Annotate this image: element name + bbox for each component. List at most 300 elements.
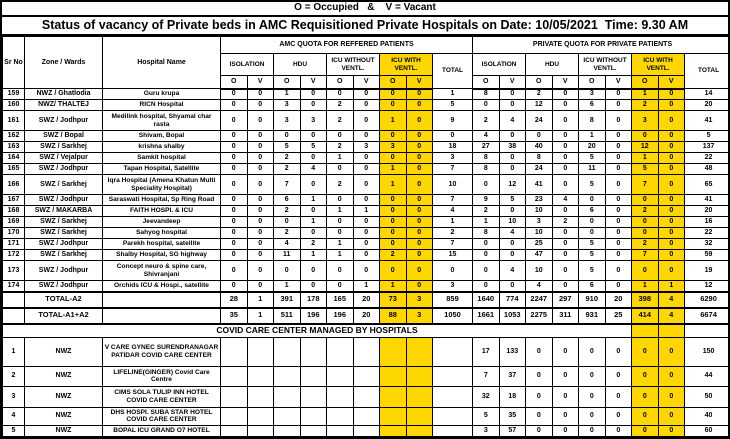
hospital-cell: LIFELINE(GINGER) Covid Care Centre	[103, 366, 221, 386]
sr-cell: 172	[3, 250, 25, 261]
data-cell: 0	[552, 111, 579, 131]
data-cell: 0	[406, 228, 433, 239]
data-cell: 0	[274, 131, 301, 142]
data-cell: 18	[499, 386, 526, 407]
data-cell: 0	[526, 337, 553, 366]
empty-amc-cell	[353, 386, 380, 407]
empty-amc-cell	[300, 425, 327, 436]
data-cell: 0	[658, 407, 685, 425]
data-cell: 4	[658, 292, 685, 308]
hospital-cell: V CARE GYNEC SURENDRANAGAR PATIDAR COVID CARE CENTER	[103, 337, 221, 366]
data-cell: 2	[327, 100, 354, 111]
data-cell: 0	[221, 206, 248, 217]
empty-amc-cell	[327, 407, 354, 425]
data-cell: 0	[552, 261, 579, 281]
data-cell: 0	[605, 206, 632, 217]
data-cell: 0	[658, 239, 685, 250]
data-cell: 0	[605, 100, 632, 111]
data-cell: 0	[658, 89, 685, 100]
data-cell: 0	[605, 131, 632, 142]
data-cell: 7	[632, 250, 659, 261]
empty-amc-cell	[353, 407, 380, 425]
data-cell: 4	[499, 228, 526, 239]
table-body	[3, 89, 730, 437]
data-cell: 931	[579, 308, 606, 324]
col-header-zone: Zone / Wards	[25, 37, 103, 89]
data-cell: 398	[632, 292, 659, 308]
data-cell: 2	[300, 239, 327, 250]
data-cell: 0	[221, 250, 248, 261]
data-cell: 0	[380, 100, 407, 111]
data-cell: 0	[658, 337, 685, 366]
hospital-cell: DHS HOSPI. SUBA STAR HOTEL COVID CARE CENTER	[103, 407, 221, 425]
data-cell: 1	[632, 89, 659, 100]
data-cell: 0	[579, 407, 606, 425]
data-cell: 511	[274, 308, 301, 324]
col-header-amc-total: TOTAL	[433, 54, 473, 89]
data-cell: 0	[353, 100, 380, 111]
data-cell: 1640	[473, 292, 500, 308]
sr-cell: 170	[3, 228, 25, 239]
hospital-cell: krishna shalby	[103, 142, 221, 153]
data-cell: 0	[552, 206, 579, 217]
col-header-pvt-icu-without-ventl: ICU WITHOUT VENTL.	[579, 54, 632, 76]
data-cell: 9	[473, 195, 500, 206]
data-cell: 0	[605, 153, 632, 164]
amc-total-cell: 0	[433, 131, 473, 142]
empty-amc-cell	[300, 366, 327, 386]
table-row	[3, 195, 730, 206]
data-cell: 0	[632, 337, 659, 366]
data-cell: 1	[353, 206, 380, 217]
data-cell: 3	[380, 142, 407, 153]
data-cell: 0	[605, 250, 632, 261]
data-cell: 2	[274, 228, 301, 239]
data-cell: 2	[274, 153, 301, 164]
data-cell: 0	[552, 407, 579, 425]
data-cell: 10	[499, 217, 526, 228]
data-cell: 0	[605, 195, 632, 206]
pvt-total-cell: 16	[685, 217, 730, 228]
data-cell: 3	[300, 111, 327, 131]
amc-total-cell: 9	[433, 111, 473, 131]
data-cell: 1	[380, 281, 407, 292]
pvt-total-cell: 65	[685, 175, 730, 195]
data-cell: 0	[526, 366, 553, 386]
data-cell: 0	[579, 366, 606, 386]
zone-cell: SWZ / Jodhpur	[25, 281, 103, 292]
group-header-row	[3, 37, 730, 54]
data-cell: 0	[221, 175, 248, 195]
sr-cell: 174	[3, 281, 25, 292]
data-cell: 0	[632, 261, 659, 281]
col-header-vacant: V	[353, 76, 380, 89]
table-row	[3, 206, 730, 217]
data-cell: 0	[658, 111, 685, 131]
data-cell: 1	[380, 164, 407, 175]
data-cell: 3	[406, 292, 433, 308]
data-cell: 1	[247, 292, 274, 308]
empty-amc-cell	[353, 425, 380, 436]
pvt-total-cell: 12	[685, 281, 730, 292]
data-cell: 0	[605, 281, 632, 292]
page-title: Status of vacancy of Private beds in AMC Requisitioned Private Hospitals on Date: 10/05/2021 Time: 9.30 AM	[2, 17, 728, 36]
covid-header-filler-cell	[685, 324, 730, 338]
amc-total-cell	[433, 366, 473, 386]
data-cell: 0	[406, 175, 433, 195]
zone-cell: SWZ / Sarkhej	[25, 175, 103, 195]
empty-amc-cell	[300, 386, 327, 407]
data-cell: 0	[247, 206, 274, 217]
pvt-total-cell: 32	[685, 239, 730, 250]
data-cell: 88	[380, 308, 407, 324]
data-cell: 10	[526, 228, 553, 239]
data-cell: 20	[605, 292, 632, 308]
data-cell: 0	[473, 100, 500, 111]
data-cell: 0	[247, 175, 274, 195]
table-row	[3, 239, 730, 250]
data-cell: 0	[605, 164, 632, 175]
data-cell: 0	[579, 228, 606, 239]
data-cell: 0	[221, 164, 248, 175]
data-cell: 4	[499, 111, 526, 131]
data-cell: 73	[380, 292, 407, 308]
data-cell: 0	[221, 195, 248, 206]
table-row	[3, 164, 730, 175]
data-cell: 0	[473, 239, 500, 250]
col-header-vacant: V	[658, 76, 685, 89]
empty-amc-cell	[247, 407, 274, 425]
amc-total-cell: 3	[433, 281, 473, 292]
data-cell: 0	[406, 111, 433, 131]
data-cell: 0	[526, 407, 553, 425]
data-cell: 0	[632, 195, 659, 206]
zone-cell: SWZ / MAKARBA	[25, 206, 103, 217]
total-row	[3, 292, 730, 308]
data-cell: 3	[579, 89, 606, 100]
data-cell: 1	[274, 89, 301, 100]
data-cell: 0	[526, 425, 553, 436]
empty-amc-cell	[300, 337, 327, 366]
data-cell: 1	[380, 175, 407, 195]
empty-amc-cell	[406, 425, 433, 436]
data-cell: 0	[247, 195, 274, 206]
col-header-pvt-total: TOTAL	[685, 54, 730, 89]
data-cell: 0	[658, 100, 685, 111]
col-header-vacant: V	[605, 76, 632, 89]
data-cell: 0	[247, 89, 274, 100]
data-cell: 4	[526, 281, 553, 292]
data-cell: 178	[300, 292, 327, 308]
data-cell: 0	[247, 164, 274, 175]
data-cell: 2	[473, 206, 500, 217]
data-cell: 0	[552, 153, 579, 164]
sr-cell: 162	[3, 131, 25, 142]
empty-amc-cell	[274, 407, 301, 425]
covid-header-filler-cell	[632, 324, 659, 338]
amc-total-cell: 7	[433, 239, 473, 250]
data-cell: 0	[632, 407, 659, 425]
data-cell: 0	[499, 164, 526, 175]
data-cell: 0	[605, 228, 632, 239]
data-cell: 0	[552, 228, 579, 239]
empty-amc-cell	[327, 386, 354, 407]
data-cell: 0	[658, 366, 685, 386]
data-cell: 0	[552, 366, 579, 386]
data-cell: 2	[473, 111, 500, 131]
data-cell: 0	[221, 89, 248, 100]
pvt-total-cell: 59	[685, 250, 730, 261]
data-cell: 0	[552, 100, 579, 111]
col-header-pvt-isolation: ISOLATION	[473, 54, 526, 76]
data-cell: 0	[632, 386, 659, 407]
table-row	[3, 228, 730, 239]
data-cell: 910	[579, 292, 606, 308]
data-cell: 0	[353, 228, 380, 239]
data-cell: 0	[380, 239, 407, 250]
data-cell: 0	[406, 261, 433, 281]
pvt-total-cell: 6290	[685, 292, 730, 308]
covid-header-filler-cell	[658, 324, 685, 338]
amc-total-cell: 4	[433, 206, 473, 217]
empty-amc-cell	[353, 337, 380, 366]
data-cell: 5	[274, 142, 301, 153]
zone-cell: SWZ / Sarkhej	[25, 217, 103, 228]
total-row	[3, 308, 730, 324]
sr-cell: 5	[3, 425, 25, 436]
pvt-total-cell: 14	[685, 89, 730, 100]
data-cell: 40	[526, 142, 553, 153]
data-cell: 0	[605, 239, 632, 250]
data-cell: 0	[658, 164, 685, 175]
data-cell: 0	[579, 195, 606, 206]
pvt-total-cell: 22	[685, 153, 730, 164]
hospital-cell: Saraswati Hospital, Sp Ring Road	[103, 195, 221, 206]
data-cell: 1661	[473, 308, 500, 324]
data-cell: 28	[221, 292, 248, 308]
covid-section-header-row	[3, 324, 730, 338]
data-cell: 0	[247, 142, 274, 153]
data-cell: 0	[353, 261, 380, 281]
data-cell: 24	[526, 111, 553, 131]
data-cell: 0	[605, 366, 632, 386]
sr-cell: 1	[3, 337, 25, 366]
data-cell: 1	[274, 281, 301, 292]
data-cell: 0	[221, 100, 248, 111]
amc-total-cell: 7	[433, 164, 473, 175]
data-cell: 8	[473, 228, 500, 239]
data-cell: 0	[605, 217, 632, 228]
amc-total-cell: 5	[433, 100, 473, 111]
hospital-cell: Concept neuro & spine care, Shivranjani	[103, 261, 221, 281]
zone-cell: SWZ / Jodhpur	[25, 261, 103, 281]
data-cell: 0	[632, 425, 659, 436]
data-cell: 6	[579, 206, 606, 217]
data-cell: 0	[380, 195, 407, 206]
data-cell: 1	[632, 281, 659, 292]
data-cell: 0	[632, 366, 659, 386]
table-row	[3, 175, 730, 195]
data-cell: 2275	[526, 308, 553, 324]
amc-total-cell: 7	[433, 195, 473, 206]
data-cell: 1	[327, 153, 354, 164]
col-header-occupied: O	[274, 76, 301, 89]
amc-total-cell: 0	[433, 261, 473, 281]
data-cell: 6	[274, 195, 301, 206]
data-cell: 5	[579, 175, 606, 195]
sr-cell	[3, 292, 25, 308]
data-cell: 5	[499, 195, 526, 206]
col-header-hospital: Hospital Name	[103, 37, 221, 89]
sr-cell: 169	[3, 217, 25, 228]
col-header-occupied: O	[632, 76, 659, 89]
data-cell: 0	[353, 239, 380, 250]
covid-row	[3, 366, 730, 386]
data-cell: 4	[473, 131, 500, 142]
data-cell: 0	[247, 217, 274, 228]
zone-cell: SWZ / Jodhpur	[25, 239, 103, 250]
empty-amc-cell	[327, 337, 354, 366]
table-row	[3, 261, 730, 281]
data-cell: 0	[327, 228, 354, 239]
data-cell: 23	[526, 195, 553, 206]
pvt-total-cell: 60	[685, 425, 730, 436]
zone-cell: NWZ	[25, 425, 103, 436]
empty-amc-cell	[221, 337, 248, 366]
data-cell: 0	[327, 261, 354, 281]
total-label-cell: TOTAL-A1+A2	[25, 308, 103, 324]
data-cell: 8	[526, 153, 553, 164]
table-row	[3, 250, 730, 261]
empty-amc-cell	[221, 407, 248, 425]
data-cell: 0	[658, 250, 685, 261]
pvt-total-cell: 6674	[685, 308, 730, 324]
data-cell: 2247	[526, 292, 553, 308]
sr-cell: 168	[3, 206, 25, 217]
data-cell: 0	[605, 142, 632, 153]
amc-total-cell: 10	[433, 175, 473, 195]
data-cell: 0	[632, 217, 659, 228]
zone-cell: SWZ / Jodhpur	[25, 111, 103, 131]
empty-amc-cell	[300, 407, 327, 425]
data-cell: 1	[353, 281, 380, 292]
data-cell: 0	[526, 386, 553, 407]
data-cell: 4	[499, 261, 526, 281]
hospital-cell: CIMS SOLA TULIP INN HOTEL COVID CARE CENTER	[103, 386, 221, 407]
pvt-total-cell: 20	[685, 100, 730, 111]
sr-cell: 166	[3, 175, 25, 195]
data-cell: 0	[473, 175, 500, 195]
covid-row	[3, 386, 730, 407]
data-cell: 3	[274, 100, 301, 111]
data-cell: 12	[526, 100, 553, 111]
data-cell: 0	[406, 153, 433, 164]
col-header-occupied: O	[526, 76, 553, 89]
data-cell: 0	[327, 195, 354, 206]
covid-row	[3, 407, 730, 425]
data-cell: 0	[499, 100, 526, 111]
data-cell: 11	[274, 250, 301, 261]
covid-row	[3, 337, 730, 366]
data-cell: 0	[353, 217, 380, 228]
data-cell: 0	[300, 206, 327, 217]
data-cell: 47	[526, 250, 553, 261]
amc-total-cell	[433, 386, 473, 407]
data-cell: 0	[579, 386, 606, 407]
data-cell: 20	[353, 292, 380, 308]
amc-total-cell: 18	[433, 142, 473, 153]
data-cell: 0	[632, 131, 659, 142]
sr-cell: 171	[3, 239, 25, 250]
data-cell: 1	[327, 206, 354, 217]
data-cell: 2	[327, 111, 354, 131]
data-cell: 2	[274, 164, 301, 175]
data-cell: 0	[300, 281, 327, 292]
hospital-cell: Jeevandeep	[103, 217, 221, 228]
sr-cell: 173	[3, 261, 25, 281]
data-cell: 24	[526, 164, 553, 175]
data-cell: 0	[247, 131, 274, 142]
data-cell: 5	[632, 164, 659, 175]
data-cell: 0	[658, 261, 685, 281]
data-cell: 0	[552, 281, 579, 292]
data-cell: 1	[473, 217, 500, 228]
sr-cell: 159	[3, 89, 25, 100]
data-cell: 5	[579, 239, 606, 250]
data-cell: 25	[605, 308, 632, 324]
zone-cell: NWZ/ THALTEJ	[25, 100, 103, 111]
sr-cell: 167	[3, 195, 25, 206]
col-header-occupied: O	[327, 76, 354, 89]
pvt-total-cell: 137	[685, 142, 730, 153]
data-cell: 0	[552, 89, 579, 100]
data-cell: 1053	[499, 308, 526, 324]
col-header-occupied: O	[473, 76, 500, 89]
data-cell: 0	[353, 175, 380, 195]
data-cell: 25	[526, 239, 553, 250]
data-cell: 0	[247, 153, 274, 164]
data-cell: 0	[221, 131, 248, 142]
empty-amc-cell	[406, 407, 433, 425]
data-cell: 0	[605, 175, 632, 195]
data-cell: 4	[552, 195, 579, 206]
data-cell: 0	[406, 100, 433, 111]
col-header-vacant: V	[552, 76, 579, 89]
data-cell: 0	[406, 217, 433, 228]
data-cell: 2	[327, 175, 354, 195]
data-cell: 0	[247, 100, 274, 111]
data-cell: 0	[473, 281, 500, 292]
data-cell: 0	[552, 239, 579, 250]
data-cell: 0	[658, 206, 685, 217]
data-cell: 20	[353, 308, 380, 324]
data-cell: 0	[579, 337, 606, 366]
col-header-amc-isolation: ISOLATION	[221, 54, 274, 76]
hospital-cell: Sahyog hospital	[103, 228, 221, 239]
data-cell: 0	[406, 142, 433, 153]
pvt-total-cell: 41	[685, 111, 730, 131]
empty-amc-cell	[406, 386, 433, 407]
data-cell: 8	[473, 89, 500, 100]
data-cell: 1	[327, 239, 354, 250]
data-cell: 5	[579, 261, 606, 281]
data-cell: 35	[499, 407, 526, 425]
data-cell: 1	[658, 281, 685, 292]
pvt-total-cell: 150	[685, 337, 730, 366]
data-cell: 10	[526, 261, 553, 281]
table-row	[3, 89, 730, 100]
sr-cell: 165	[3, 164, 25, 175]
